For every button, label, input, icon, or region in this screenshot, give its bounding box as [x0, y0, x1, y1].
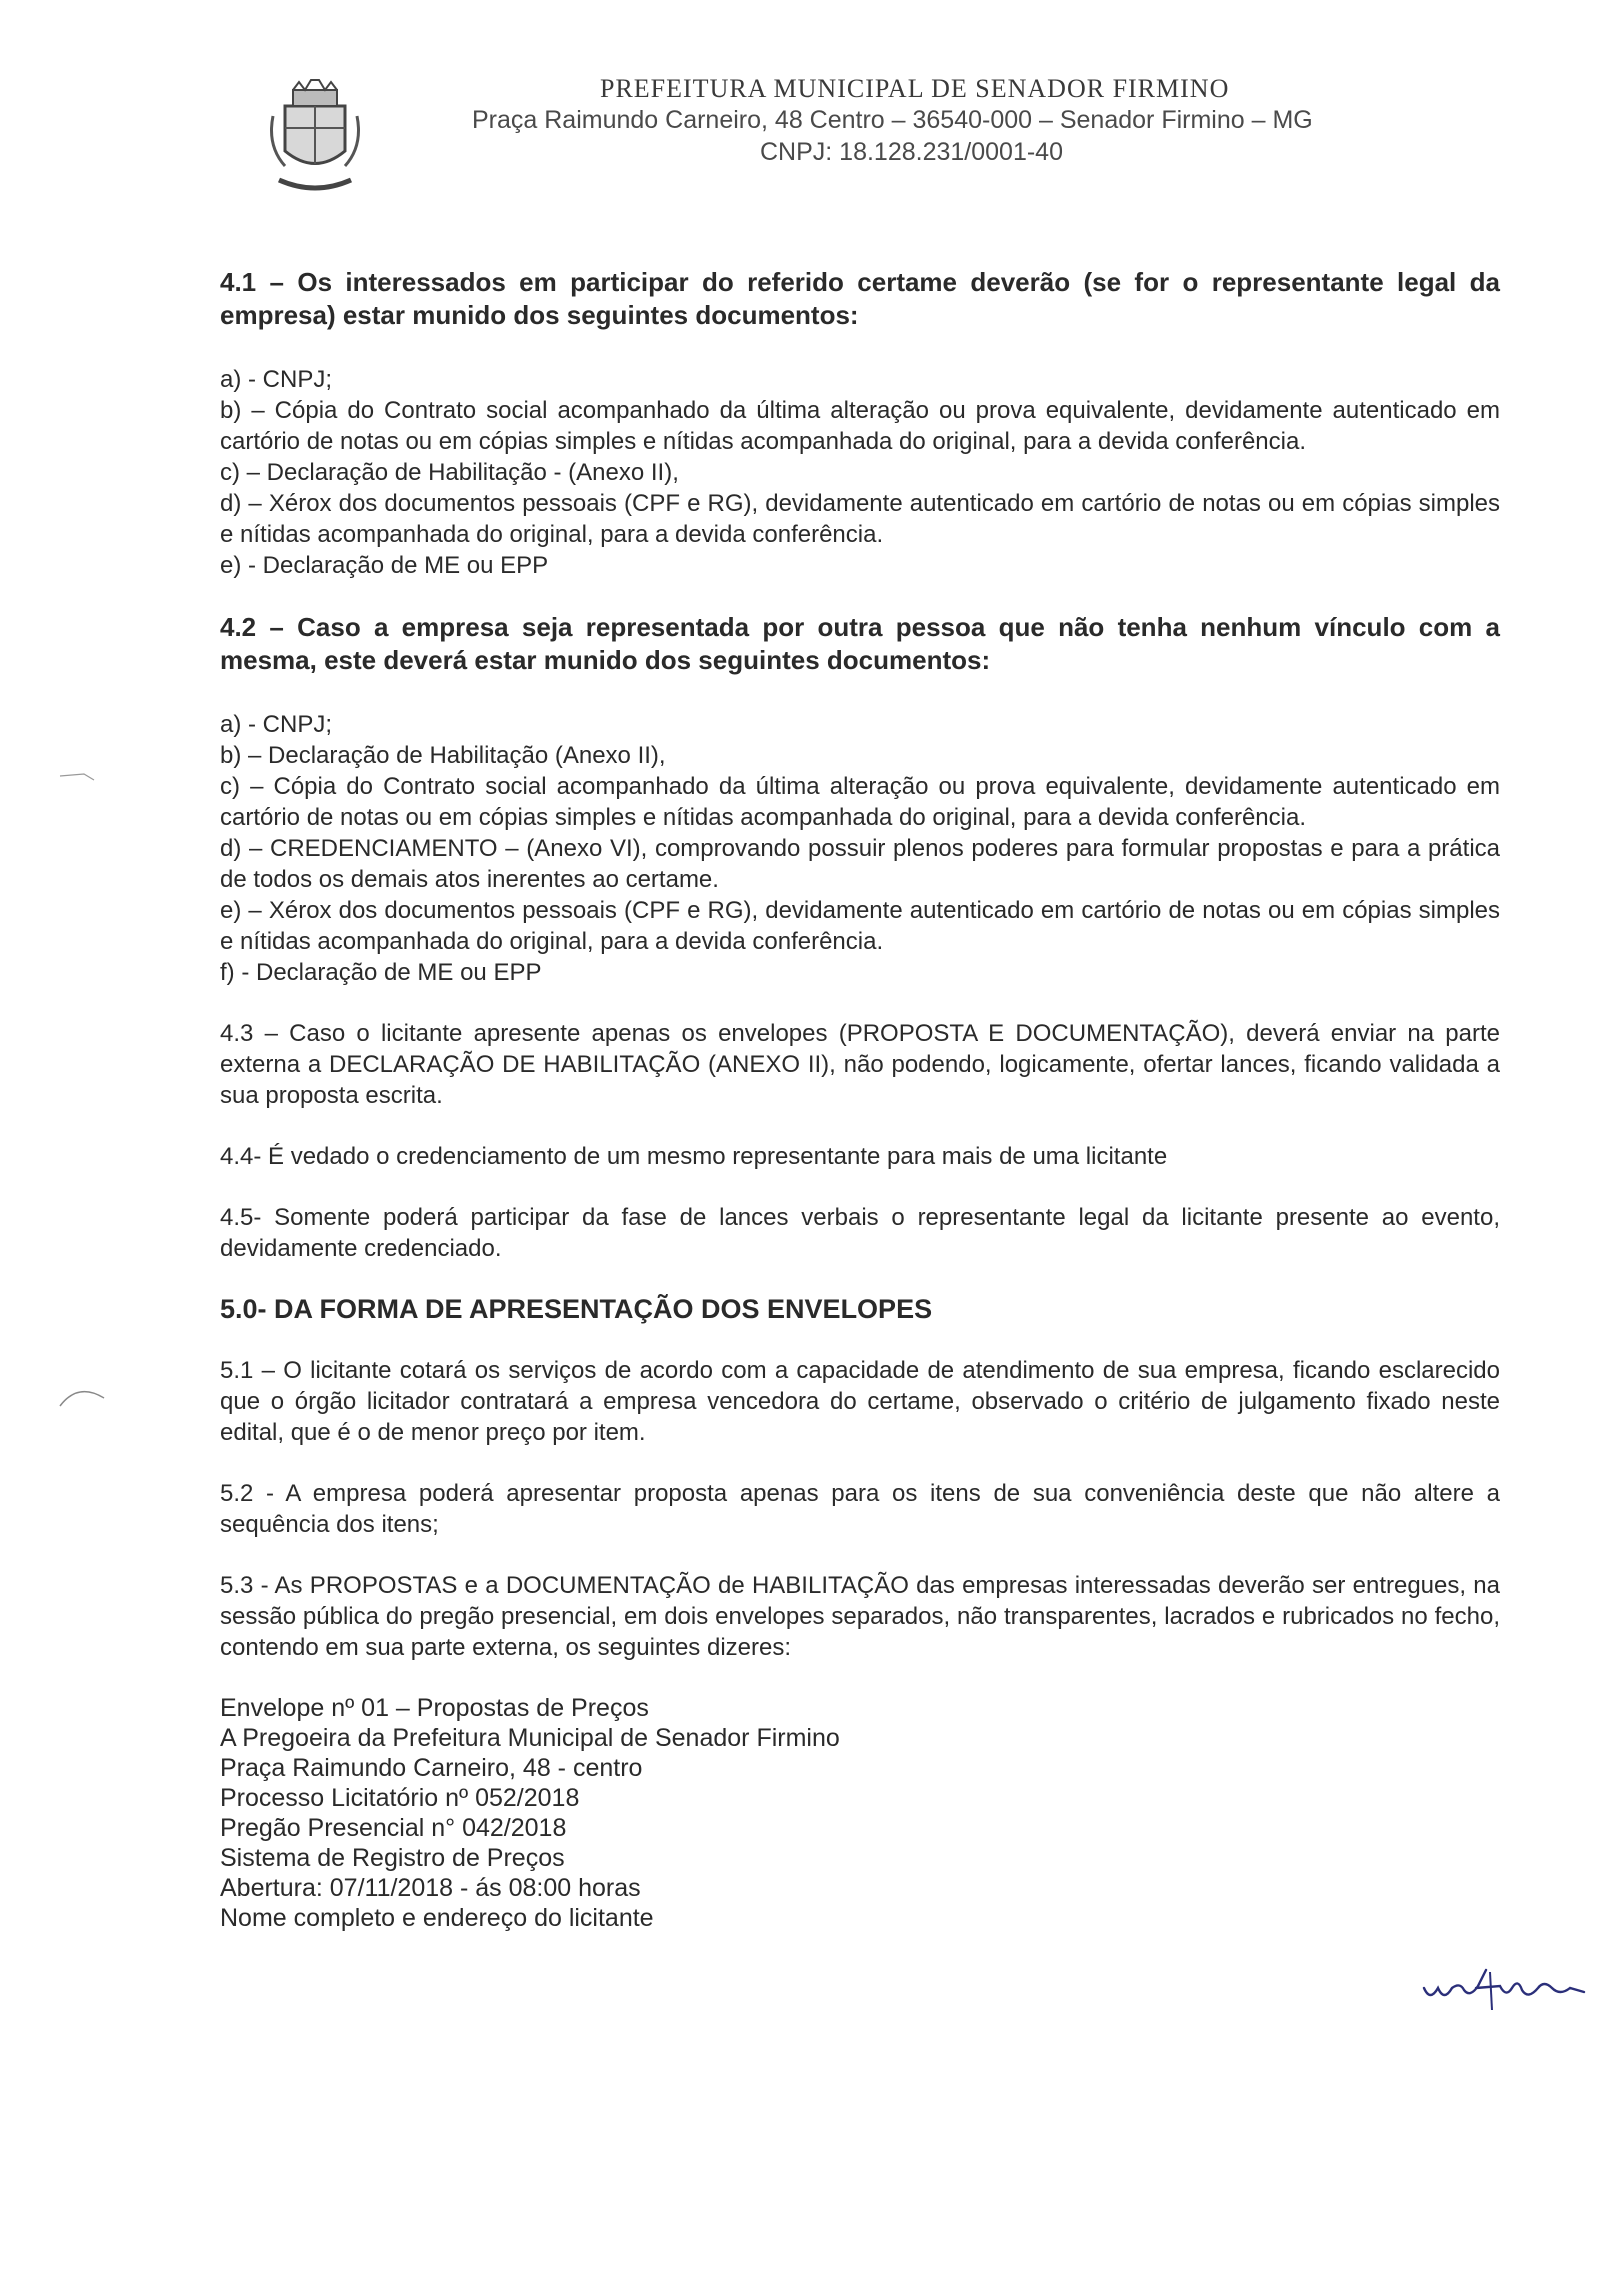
list-item: e) - Declaração de ME ou EPP: [220, 552, 549, 579]
header-cnpj: CNPJ: 18.128.231/0001-40: [760, 138, 1063, 166]
list-item: d) – CREDENCIAMENTO – (Anexo VI), comprovando possuir plenos poderes para formular propostas e para a prática de todos os demais atos inerentes ao certame.: [220, 835, 1500, 893]
scan-mark: [58, 1380, 108, 1410]
list-item: c) – Declaração de Habilitação - (Anexo II),: [220, 459, 679, 486]
header-title: PREFEITURA MUNICIPAL DE SENADOR FIRMINO: [600, 74, 1230, 103]
list-item: e) – Xérox dos documentos pessoais (CPF e RG), devidamente autenticado em cartório de notas ou em cópias simples e nítidas acompanhada do original, para a devida conferência.: [220, 897, 1500, 955]
municipal-coat-of-arms-icon: [265, 76, 365, 196]
section-4-3: 4.3 – Caso o licitante apresente apenas os envelopes (PROPOSTA E DOCUMENTAÇÃO), deverá enviar na parte externa a DECLARAÇÃO DE HABILITAÇÃO (ANEXO II), não podendo, logicamente, ofertar lances, ficando validada a sua proposta escrita.: [220, 1020, 1500, 1109]
section-5-3: 5.3 - As PROPOSTAS e a DOCUMENTAÇÃO de HABILITAÇÃO das empresas interessadas deverão ser entregues, na sessão pública do pregão presencial, em dois envelopes separados, não transparentes, lacrados e rubricados no fecho, contendo em sua parte externa, os seguintes dizeres:: [220, 1572, 1500, 1661]
section-4-4: 4.4- É vedado o credenciamento de um mesmo representante para mais de uma licitante: [220, 1143, 1168, 1170]
section-4-2-heading: 4.2 – Caso a empresa seja representada por outra pessoa que não tenha nenhum vínculo com a mesma, este deverá estar munido dos seguintes documentos:: [220, 612, 1500, 675]
envelope-line: Sistema de Registro de Preços: [220, 1844, 565, 1872]
signature-rubric: [1420, 1958, 1590, 2018]
list-item: b) – Declaração de Habilitação (Anexo II),: [220, 742, 666, 769]
list-item: b) – Cópia do Contrato social acompanhado da última alteração ou prova equivalente, devidamente autenticado em cartório de notas ou em cópias simples e nítidas acompanhada do original, para a devida conferência.: [220, 397, 1500, 455]
section-5-1: 5.1 – O licitante cotará os serviços de acordo com a capacidade de atendimento de sua empresa, ficando esclarecido que o órgão licitador contratará a empresa vencedora do certame, observado o critério de julgamento fixado neste edital, que é o de menor preço por item.: [220, 1357, 1500, 1446]
envelope-label-block: [220, 1693, 1500, 1933]
list-item: a) - CNPJ;: [220, 366, 333, 393]
envelope-line: A Pregoeira da Prefeitura Municipal de Senador Firmino: [220, 1724, 840, 1752]
envelope-line: Abertura: 07/11/2018 - ás 08:00 horas: [220, 1874, 641, 1902]
envelope-line: Nome completo e endereço do licitante: [220, 1904, 654, 1932]
section-4-1-heading: 4.1 – Os interessados em participar do referido certame deverão (se for o representante legal da empresa) estar munido dos seguintes documentos:: [220, 267, 1500, 330]
envelope-line: Praça Raimundo Carneiro, 48 - centro: [220, 1754, 643, 1782]
header-address: Praça Raimundo Carneiro, 48 Centro – 36540-000 – Senador Firmino – MG: [472, 106, 1313, 134]
scan-mark: [58, 768, 98, 784]
list-item: f) - Declaração de ME ou EPP: [220, 959, 542, 986]
section-4-5: 4.5- Somente poderá participar da fase de lances verbais o representante legal da licitante presente ao evento, devidamente credenciado.: [220, 1204, 1500, 1262]
envelope-line: Envelope nº 01 – Propostas de Preços: [220, 1694, 649, 1722]
list-item: d) – Xérox dos documentos pessoais (CPF e RG), devidamente autenticado em cartório de notas ou em cópias simples e nítidas acompanhada do original, para a devida conferência.: [220, 490, 1500, 548]
list-item: a) - CNPJ;: [220, 711, 333, 738]
envelope-line: Processo Licitatório nº 052/2018: [220, 1784, 580, 1812]
section-5-2: 5.2 - A empresa poderá apresentar proposta apenas para os itens de sua conveniência deste que não altere a sequência dos itens;: [220, 1480, 1500, 1538]
envelope-line: Pregão Presencial n° 042/2018: [220, 1814, 567, 1842]
section-5-heading: 5.0- DA FORMA DE APRESENTAÇÃO DOS ENVELOPES: [220, 1294, 933, 1324]
document-body: [220, 266, 1500, 1933]
list-item: c) – Cópia do Contrato social acompanhado da última alteração ou prova equivalente, devidamente autenticado em cartório de notas ou em cópias simples e nítidas acompanhada do original, para a devida conferência.: [220, 773, 1500, 831]
